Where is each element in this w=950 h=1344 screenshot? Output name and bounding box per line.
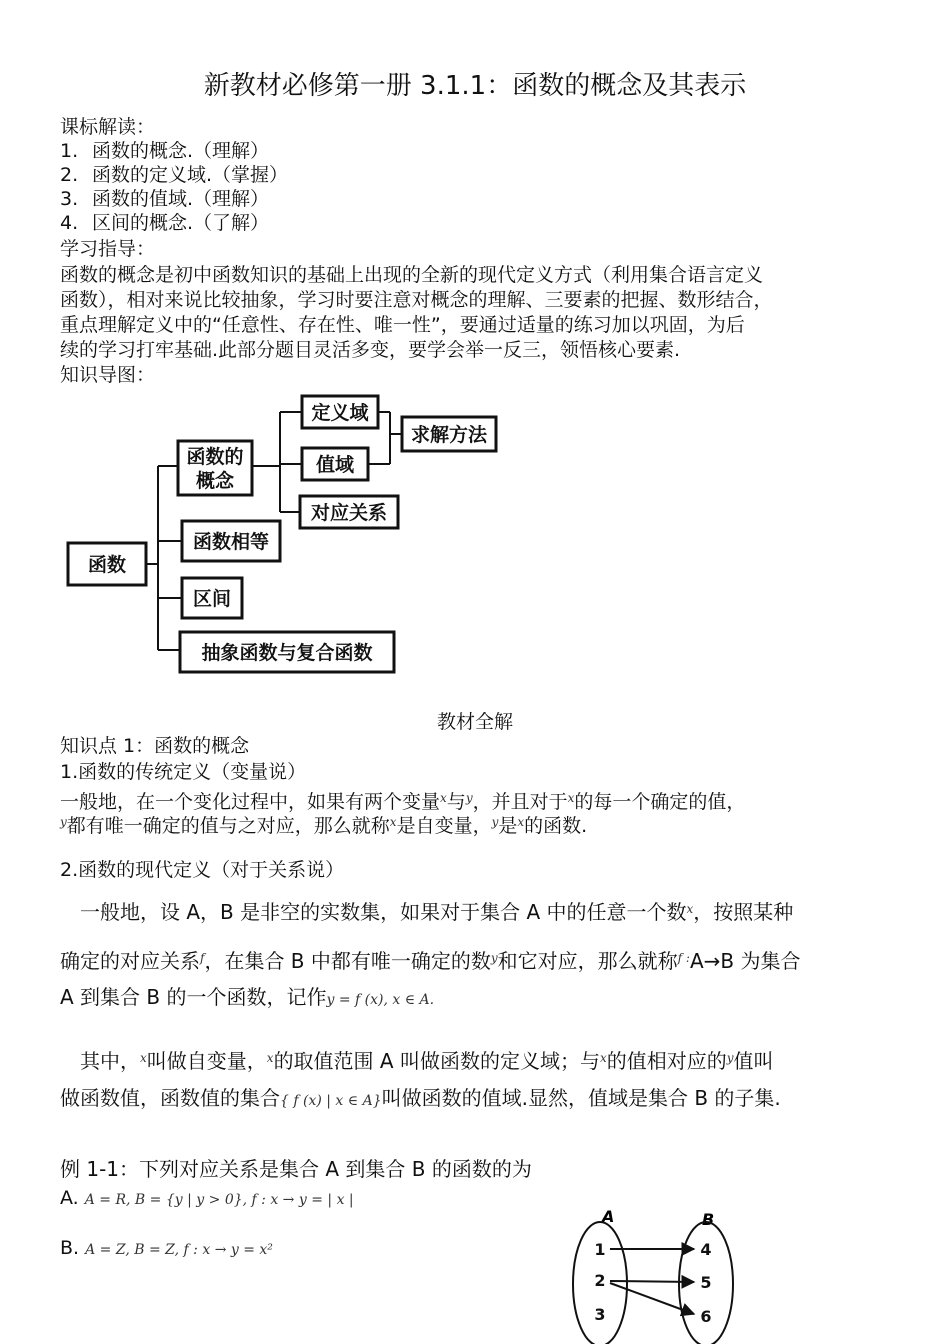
set-b-element: 5 (700, 1273, 712, 1292)
curriculum-item (60, 163, 288, 187)
var-y: y (490, 951, 498, 965)
mapping-diagram (560, 1200, 760, 1344)
option-b-formula: A = Z, B = Z, f : x → y = x² (85, 1242, 273, 1258)
mindmap-equal: 函数相等 (192, 531, 270, 553)
example-stem: 例 1-1：下列对应关系是集合 A 到集合 B 的函数的为 (60, 1157, 532, 1181)
mindmap-root: 函数 (87, 554, 127, 576)
curriculum-item (60, 139, 269, 163)
curriculum-heading: 课标解读： (60, 116, 156, 138)
set-a-element: 2 (594, 1271, 606, 1290)
var-x: x (599, 1051, 607, 1065)
set-a-label: A (602, 1207, 615, 1226)
text-run: A→B 为集合 (689, 949, 801, 973)
traditional-definition-line (60, 810, 587, 838)
document-title: 新教材必修第一册 3.1.1：函数的概念及其表示 (203, 71, 747, 101)
mindmap-domain: 定义域 (311, 402, 369, 424)
mindmap-heading: 知识导图： (60, 364, 156, 386)
mindmap-concept-line1: 函数的 (186, 446, 244, 468)
item-text: 函数的概念.（理解） (92, 140, 270, 162)
option-label: B. (60, 1237, 80, 1259)
knowledge-mindmap (60, 388, 520, 688)
text-run: 叫做自变量， (146, 1049, 267, 1073)
guidance-line: 函数），相对来说比较抽象，学习时要注意对概念的理解、三要素的把握、数形结合， (60, 289, 773, 311)
text-run: 的每一个确定的值， (574, 791, 746, 813)
var-x: x (440, 791, 447, 805)
guidance-line: 函数的概念是初中函数知识的基础上出现的全新的现代定义方式（利用集合语言定义 (60, 264, 764, 286)
text-run: ，并且对于 (472, 791, 568, 813)
item-number: 2. (60, 164, 79, 186)
var-f: f (200, 951, 205, 965)
text-run: 和它对应，那么就称 (497, 949, 678, 973)
option-a (60, 1186, 354, 1212)
text-run: 都有唯一确定的值与之对应，那么就称 (66, 815, 390, 837)
modern-definition-line (60, 896, 793, 925)
var-x: x (517, 815, 525, 829)
set-b-element: 4 (700, 1240, 712, 1259)
option-label: A. (60, 1187, 79, 1209)
curriculum-item (60, 211, 269, 235)
range-paragraph-line (60, 1085, 781, 1114)
mindmap-solve: 求解方法 (410, 424, 488, 446)
set-a-element: 3 (594, 1305, 606, 1324)
text-run: 是自变量， (396, 815, 492, 837)
var-x: x (389, 815, 397, 829)
mindmap-range: 值域 (315, 454, 355, 476)
text-run: A 到集合 B 的一个函数，记作 (60, 985, 327, 1009)
text-run: 的取值范围 A 叫做函数的定义域；与 (273, 1049, 600, 1073)
text-run: 与 (446, 791, 466, 813)
mapping-arrow (610, 1283, 694, 1314)
item-number: 4. (60, 212, 79, 234)
text-run: 一般地，在一个变化过程中，如果有两个变量 (60, 791, 441, 813)
item-text: 区间的概念.（了解） (92, 212, 270, 234)
modern-definition-line (60, 984, 434, 1013)
mindmap-abstract: 抽象函数与复合函数 (201, 642, 373, 664)
modern-definition-heading: 2.函数的现代定义（对于关系说） (60, 859, 345, 881)
mapping-arrow (610, 1281, 694, 1282)
function-notation-formula: y = f (x), x ∈ A. (326, 992, 435, 1008)
set-b-label: B (702, 1210, 715, 1229)
guidance-heading: 学习指导： (60, 238, 156, 260)
item-text: 函数的值域.（理解） (92, 188, 270, 210)
traditional-definition-heading: 1.函数的传统定义（变量说） (60, 761, 307, 783)
set-a-element: 1 (594, 1240, 606, 1259)
var-x: x (567, 791, 575, 805)
text-run: ，按照某种 (693, 900, 794, 924)
range-set-formula: { f (x) | x ∈ A} (280, 1093, 382, 1109)
set-b-element: 6 (700, 1307, 712, 1326)
text-run: 一般地，设 A，B 是非空的实数集，如果对于集合 A 中的任意一个数 (60, 900, 687, 924)
var-f-colon: f : (677, 951, 690, 965)
modern-definition-line (60, 945, 801, 974)
item-text: 函数的定义域.（掌握） (92, 164, 289, 186)
text-run: 值叫 (733, 1049, 774, 1073)
knowledge-point-title: 知识点 1：函数的概念 (60, 735, 250, 757)
guidance-line: 重点理解定义中的“任意性、存在性、唯一性”，要通过适量的练习加以巩固，为后 (60, 314, 745, 336)
var-y: y (491, 815, 499, 829)
var-x: x (140, 1051, 147, 1065)
item-number: 3. (60, 188, 79, 210)
text-run: 的值相对应的 (606, 1049, 727, 1073)
item-number: 1. (60, 140, 79, 162)
mindmap-mapping: 对应关系 (310, 502, 388, 524)
text-run: 叫做函数的值域.显然，值域是集合 B 的子集. (381, 1086, 781, 1110)
var-x: x (266, 1051, 274, 1065)
text-run: ，在集合 B 中都有唯一确定的数 (204, 949, 491, 973)
text-run: 是 (498, 815, 518, 837)
var-y: y (465, 791, 473, 805)
var-y: y (726, 1051, 734, 1065)
curriculum-item (60, 187, 269, 211)
text-run: 确定的对应关系 (60, 949, 200, 973)
option-a-formula: A = R, B = {y | y > 0}, f : x → y = | x | (84, 1192, 354, 1208)
range-paragraph-line (60, 1045, 774, 1074)
guidance-line: 续的学习打牢基础.此部分题目灵活多变，要学会举一反三，领悟核心要素. (60, 339, 681, 361)
section-center-heading: 教材全解 (436, 711, 513, 733)
mindmap-concept-line2: 概念 (195, 470, 235, 492)
text-run: 的函数. (524, 815, 588, 837)
mindmap-interval: 区间 (192, 588, 232, 610)
option-b (60, 1236, 273, 1262)
var-x: x (686, 902, 694, 916)
text-run: 其中， (60, 1049, 140, 1073)
var-y: y (60, 815, 67, 829)
text-run: 做函数值，函数值的集合 (60, 1086, 280, 1110)
